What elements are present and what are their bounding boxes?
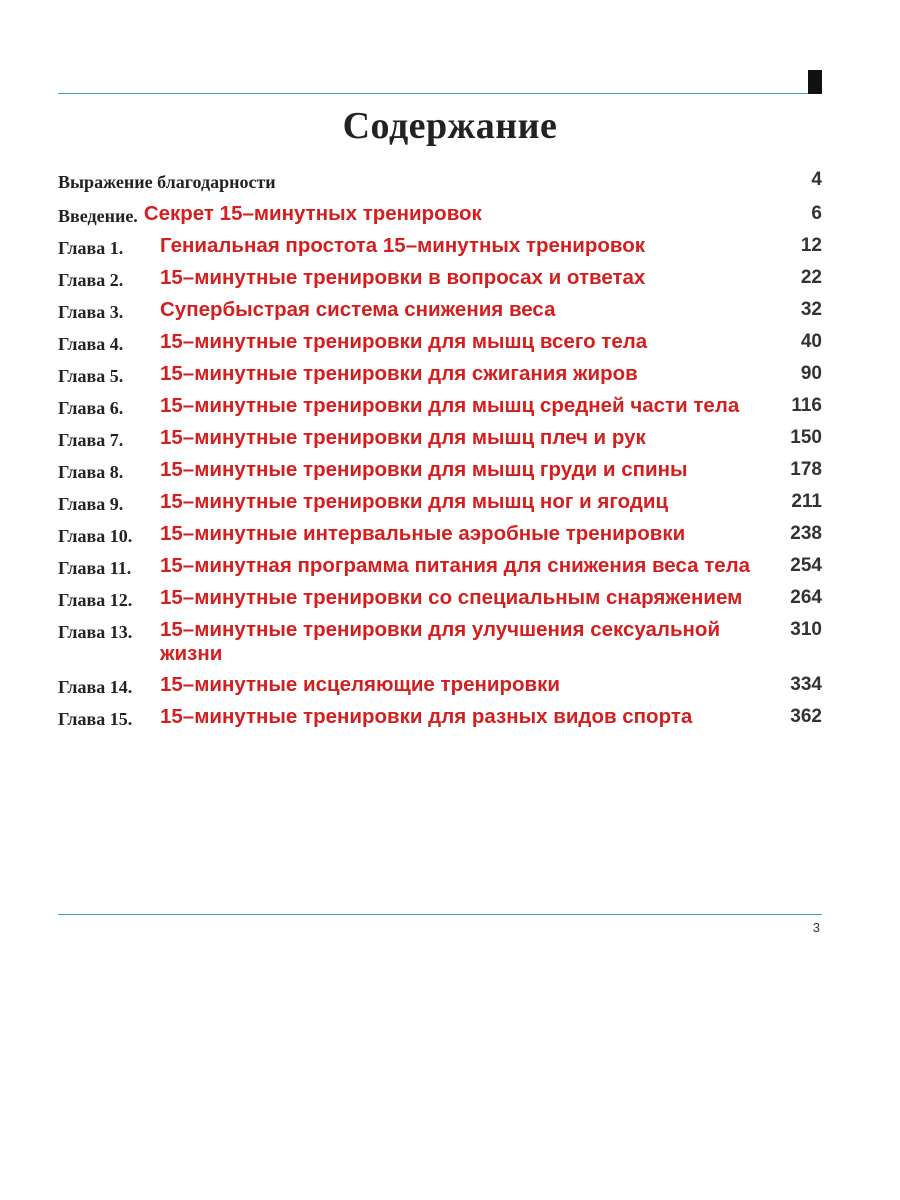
toc-entry-label: Глава 9. <box>58 494 124 514</box>
toc-entry-title: 15–минутные интервальные аэробные тренировки <box>160 522 686 545</box>
toc-entry-title: 15–минутные тренировки в вопросах и ответах <box>160 266 646 289</box>
chapter-list <box>58 234 822 730</box>
toc-entry-page: 32 <box>800 299 822 320</box>
toc-entry-chapter[interactable] <box>58 522 822 547</box>
toc-entry-title: 15–минутные тренировки для мышц плеч и рук <box>160 426 646 449</box>
toc-entry-page: 4 <box>811 169 822 190</box>
toc-entry-label: Глава 8. <box>58 462 124 482</box>
toc-entry-title: 15–минутная программа питания для снижения веса тела <box>160 554 751 577</box>
toc-entry-page: 150 <box>790 427 822 448</box>
toc-entry-chapter[interactable] <box>58 394 822 419</box>
toc-entry-label: Глава 11. <box>58 558 132 578</box>
toc-entry-label: Глава 10. <box>58 526 133 546</box>
toc-entry-acknowledgments[interactable] <box>58 168 822 193</box>
toc-entry-page: 12 <box>800 235 822 256</box>
toc-entry-page: 334 <box>790 674 822 695</box>
toc-entry-label: Глава 4. <box>58 334 124 354</box>
toc-entry-label: Глава 2. <box>58 270 124 290</box>
toc-entry-label: Выражение благодарности <box>58 172 276 192</box>
toc-entry-page: 310 <box>790 619 822 640</box>
toc-entry-title: Гениальная простота 15–минутных тренировок <box>160 234 646 257</box>
toc-entry-title: 15–минутные тренировки для мышц средней части тела <box>160 394 740 417</box>
toc-entry-page: 178 <box>790 459 822 480</box>
toc-entry-title: 15–минутные тренировки для мышц груди и спины <box>160 458 688 481</box>
toc-entry-label: Глава 15. <box>58 709 133 729</box>
toc-entry-page: 211 <box>791 491 822 512</box>
toc-entry-title: Супербыстрая система снижения веса <box>160 298 556 321</box>
corner-marker <box>808 70 822 94</box>
toc-entry-chapter[interactable] <box>58 298 822 323</box>
toc-entry-title: 15–минутные тренировки для сжигания жиров <box>160 362 638 385</box>
toc-entry-title: 15–минутные тренировки для мышц всего тела <box>160 330 648 353</box>
toc-entry-title: 15–минутные тренировки для улучшения сексуальной жизни <box>160 618 721 665</box>
toc-entry-page: 116 <box>791 395 822 416</box>
toc-entry-page: 254 <box>790 555 822 576</box>
toc-entry-chapter[interactable] <box>58 490 822 515</box>
toc-entry-page: 362 <box>790 706 822 727</box>
toc-entry-chapter[interactable] <box>58 586 822 611</box>
toc-entry-title: 15–минутные тренировки для мышц ног и ягодиц <box>160 490 669 513</box>
toc-entry-chapter[interactable] <box>58 618 822 666</box>
toc-entry-page: 6 <box>811 203 822 224</box>
toc-entry-label: Глава 5. <box>58 366 124 386</box>
toc-entry-label: Глава 1. <box>58 238 124 258</box>
toc-entry-title: 15–минутные тренировки со специальным снаряжением <box>160 586 743 609</box>
toc-entry-chapter[interactable] <box>58 362 822 387</box>
toc-entry-label: Глава 7. <box>58 430 124 450</box>
toc-entry-label: Глава 12. <box>58 590 133 610</box>
toc-entry-page: 22 <box>800 267 822 288</box>
page-title: Содержание <box>342 105 558 147</box>
toc-entry-page: 90 <box>800 363 822 384</box>
toc-entry-title: Секрет 15–минутных тренировок <box>143 202 482 225</box>
toc-entry-chapter[interactable] <box>58 330 822 355</box>
toc-entry-chapter[interactable] <box>58 673 822 698</box>
toc-entry-chapter[interactable] <box>58 554 822 579</box>
toc-entry-chapter[interactable] <box>58 705 822 730</box>
toc-entry-label: Глава 14. <box>58 677 133 697</box>
toc-entry-chapter[interactable] <box>58 426 822 451</box>
toc-entry-intro[interactable] <box>58 202 822 227</box>
toc-entry-label: Глава 3. <box>58 302 124 322</box>
toc-entry-title: 15–минутные тренировки для разных видов спорта <box>160 705 693 728</box>
toc-entry-page: 40 <box>800 331 822 352</box>
toc-entry-chapter[interactable] <box>58 234 822 259</box>
toc-entry-page: 264 <box>790 587 822 608</box>
toc-entry-chapter[interactable] <box>58 266 822 291</box>
toc-entry-label: Введение. <box>58 206 138 226</box>
toc-entry-label: Глава 6. <box>58 398 124 418</box>
top-rule <box>58 93 808 94</box>
toc-entry-label: Глава 13. <box>58 622 133 642</box>
toc-entry-page: 238 <box>790 523 822 544</box>
bottom-rule <box>58 914 822 915</box>
table-of-contents <box>58 168 822 737</box>
toc-entry-chapter[interactable] <box>58 458 822 483</box>
page-number: 3 <box>812 920 820 935</box>
toc-entry-title: 15–минутные исцеляющие тренировки <box>160 673 560 696</box>
